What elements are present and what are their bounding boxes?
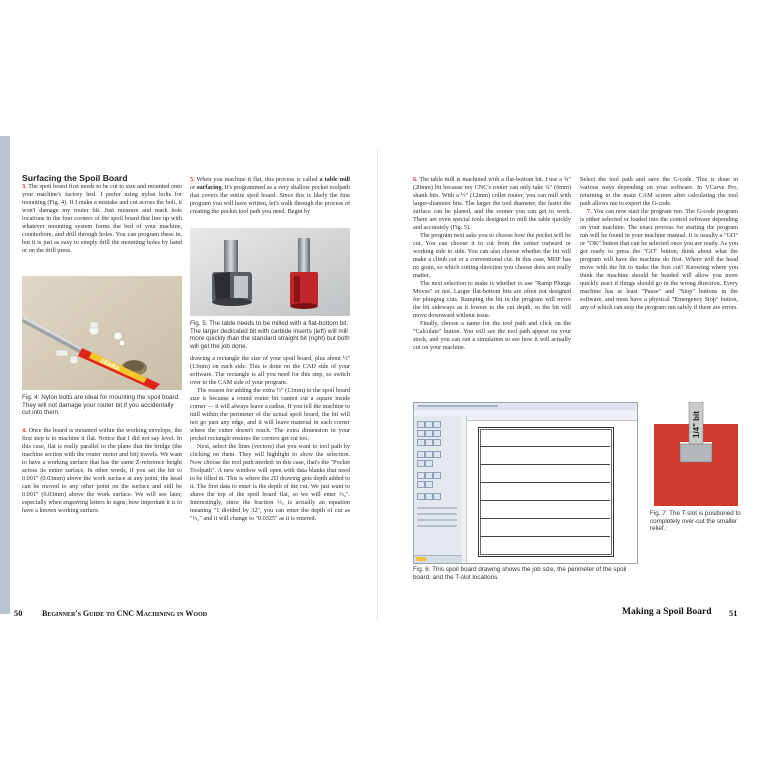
- left-col-1-bottom: [22, 427, 182, 515]
- fig6-tslot-line: [480, 446, 610, 447]
- fig6-ruler-top: [462, 416, 637, 421]
- step-number: 7.: [587, 208, 592, 215]
- fig5-caption: Fig. 5: The table needs to be milled with a flat-bottom bit. The larger dedicated bit with carbide inserts (left) will mill more quickly than the standard straight bit (right) but both will get the job done.: [190, 320, 350, 350]
- fig6-tool-icon: [417, 421, 425, 428]
- fig6-tool-icon: [425, 451, 433, 458]
- step-number: 5.: [190, 176, 195, 183]
- fig6-tslot-line: [480, 482, 610, 483]
- fig6-tool-icon: [417, 493, 425, 500]
- paragraph: The next selection to make is whether to use "Ramp Plunge Moves" or not. Larger flat-bottom bits are often not designed for plunging cuts. Ramping the bit in the program will move the bit sideways as it lowers to the cut depth, so the bit will move downward without issue.: [413, 280, 571, 319]
- fig6-tslot-line: [480, 464, 610, 465]
- fig6-tool-icon: [433, 472, 441, 479]
- fig6-panel-line: [417, 507, 457, 509]
- paragraph: 3. The spoil board first needs to be cut to size and mounted onto your machine's factory bed. I prefer using nylon bolts for mounting (Fig. 4). If I make a mistake and cut across the bolt, it won't damage my router bit. Just measure and mark hole locations in the four corners of the spoil board that line up with whatever mounting system forms the bed of your machine, counterbore, and drill through holes. You can program these in, but it is just as easy to simply drill the mounting holes by hand or on the drill press.: [22, 183, 183, 254]
- paragraph: Select the tool path and save the G-code. This is done in various ways depending on your software. In VCarve Pro, returning to the main CAM screen after calculating the tool path allows me to export the G-code.: [580, 176, 738, 207]
- fig6-tool-icon: [425, 430, 433, 437]
- page-gutter: [377, 150, 378, 620]
- fig4-photo: [22, 276, 182, 390]
- paragraph: 7. You can now start the program run. The G-code program is either selected or loaded into the control software depending on your machine. The exact process for starting the program run will be found in your machine manual. It is usually a "GO" or "OK" button that can be selected once you are ready. As you get ready to press the "GO" button, think about what the program will have the machine do first. Where will the head move with the bit to make the first cut? Knowing where you think the machine should be headed will allow you more quickly react if things should go in the wrong direction. Every machine has at least "Pause" and "Stop" buttons in the software, and most have a physical "Emergency Stop" button, any of which can stop the program run safely if there are errors.: [580, 208, 738, 311]
- section-title: Surfacing the Spoil Board: [22, 173, 128, 183]
- fig6-tslot-line: [480, 536, 610, 537]
- fig6-tool-icon: [433, 451, 441, 458]
- paragraph: The reason for adding the extra ½" (13mm) to the spoil board size is because a round router bit cannot cut a square inside corner — it will always leave a radius. If you tell the machine to mill within the perimeter of the actual spoil board, the bit will not go past any edge, and it will leave material in each corner where the cutter doesn't reach. The extra dimension in your pocket rectangle ensures the corners get cut too.: [190, 387, 350, 442]
- fig6-tool-icon: [425, 472, 433, 479]
- fig6-caption: Fig. 6: This spoil board drawing shows the job size, the perimeter of the spoil board, and the T-slot locations.: [413, 566, 627, 581]
- fig6-tslot-line: [480, 518, 610, 519]
- fig4-image: [22, 276, 182, 390]
- left-col-2-top: [190, 176, 350, 216]
- fig6-panel-line: [417, 513, 457, 515]
- term-table-mill: a table mill: [319, 176, 351, 183]
- fig6-tool-icon: [417, 451, 425, 458]
- fig5-image: [190, 228, 350, 316]
- fig6-ruler-left: [462, 416, 467, 563]
- fig6-menu-items: [418, 405, 498, 407]
- fig4-bolt-label: ZEBRA: [99, 358, 121, 373]
- paragraph: 6. The table mill is machined with a flat-bottom bit. I use a ¾" (20mm) bit because my CNC's router can only take ¼" (6mm) shank bits. With a ½" (12mm) collet router, you can mill with larger-diameter bits. The larger the tool diameter, the faster the surface can be planed, and the sooner you can get to work. There are even special tools designed to mill the table quickly and accurately (Fig. 5).: [413, 176, 571, 231]
- fig5-photo: [190, 228, 350, 316]
- right-running-head: Making a Spoil Board: [622, 607, 712, 617]
- fig6-tool-icon: [433, 421, 441, 428]
- right-page-number: 51: [729, 609, 738, 618]
- left-col-2-bottom: [190, 355, 350, 523]
- fig6-tool-icon: [425, 460, 433, 467]
- paragraph: 5. When you machine it flat, this process is called a table mill or surfacing. It's programmed as a very shallow pocket toolpath that covers the entire spoil board. Since this is likely the first program you will have written, let's walk through the process of creating the pocket tool path you need. Begin by: [190, 176, 351, 215]
- left-running-head: Beginner's Guide to CNC Machining in Wood: [42, 609, 208, 618]
- fig6-tool-icon: [417, 430, 425, 437]
- fig6-tool-icon: [425, 493, 433, 500]
- paragraph: Finally, choose a name for the tool path and click on the "Calculate" button. You will see the tool path appear on your stock, and you can run a simulation to see how it will actually cut on your machine.: [413, 320, 571, 351]
- fig6-tool-icon: [433, 493, 441, 500]
- fig6-tslot-line: [480, 500, 610, 501]
- fig6-tool-icon: [417, 460, 425, 467]
- fig7-image: [650, 402, 742, 508]
- left-page-number: 50: [14, 609, 23, 618]
- left-col-1-top: [22, 174, 182, 255]
- step-number: 4.: [22, 427, 27, 434]
- fig7-bit-label: 1/4" bit: [692, 411, 701, 438]
- page-edge-strip: [0, 136, 10, 614]
- fig6-tool-icon: [417, 439, 425, 446]
- fig6-tool-icon: [425, 421, 433, 428]
- right-col-1: [413, 176, 571, 352]
- fig6-panel-line: [417, 519, 457, 521]
- paragraph: 4. Once the board is mounted within the working envelope, the first step is to machine it flat. Notice that I did not say level. In this case, flat is really parallel to the plane that the bridge (the machine section with the router motor and bit) travels. We want to have a working surface that has the same Z-reference height across its entire surface. In other words, if you set the bit to 0.001" (0.03mm) above the work surface at any point, the head can be moved to any other point on the surface and still be 0.001" (0.03mm) above the work surface. We will see later, especially when engraving letters in signs, how important it is to have a known working surface.: [22, 427, 183, 514]
- fig6-tool-icon: [425, 439, 433, 446]
- step-number: 6.: [413, 176, 418, 183]
- fig6-tool-icon: [425, 481, 433, 488]
- fig6-tool-icon: [433, 439, 441, 446]
- step-number: 3.: [22, 183, 27, 190]
- fig6-panel-line: [417, 525, 457, 527]
- term-surfacing: surfacing: [196, 184, 222, 191]
- fig6-tool-icon: [417, 481, 425, 488]
- right-col-2: [580, 176, 738, 312]
- fig7-diagram: [650, 402, 742, 508]
- paragraph: The program next asks you to choose how the pocket will be cut. You can choose it to cut from the center outward or working side to side. You can also choose whether the bit will make a climb cut or a conventional cut. In this case, MDF has no grain, so which cutting direction you choose does not really matter.: [413, 232, 571, 279]
- paragraph: drawing a rectangle the size of your spoil board, plus about ½" (13mm) on each side. This is done on the CAD side of your software. The rectangle is all you need for this step, so switch over to the CAM side of your program.: [190, 355, 350, 386]
- fig7-caption: Fig. 7: The T-slot is positioned to completely over-cut the smaller relief.: [650, 510, 741, 532]
- fig4-caption: Fig. 4: Nylon bolts are ideal for mounting the spoil board. They will not damage your router bit if you accidentally cut into them.: [22, 394, 180, 416]
- paragraph: Next, select the lines (vectors) that you want to tool path by clicking on them. They will highlight to show the selection. Now choose the tool path needed: in this case, that's the "Pocket Toolpath". A new window will open with data blanks that need to be filled in. This is where the 2D drawing gets depth added to it. The first data to enter is the depth of the cut. We just want to shave the top of the spoil board flat, so we will enter ⅓₂". Interestingly, since the fraction ⅓₂ is actually an equation meaning "1 divided by 32", you can enter the depth of cut as "⅓₂" and it will change to "0.0325" as it is entered.: [190, 443, 350, 522]
- fig6-tool-icon: [433, 430, 441, 437]
- fig6-software-screenshot: [413, 402, 638, 564]
- fig6-tool-icon: [417, 472, 425, 479]
- fig6-active-tab: [416, 557, 426, 561]
